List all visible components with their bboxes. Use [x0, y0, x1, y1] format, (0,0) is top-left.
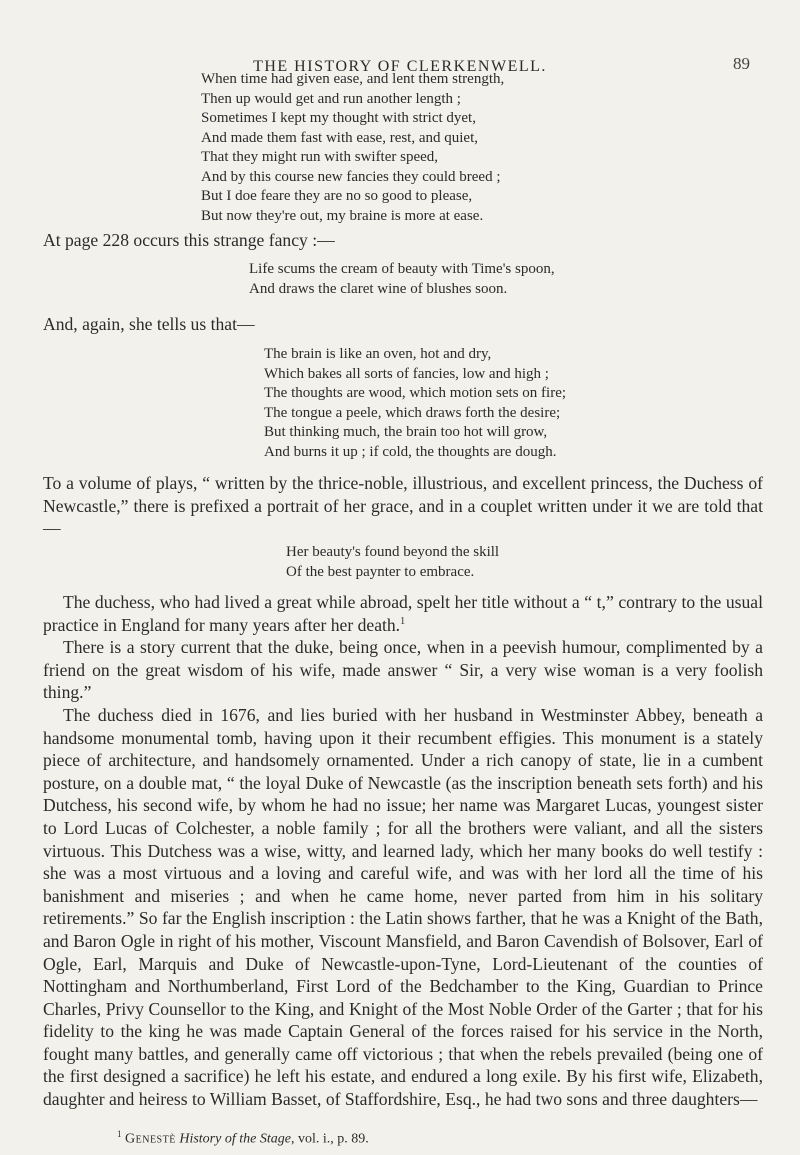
- footnote-author: Genestè: [125, 1131, 176, 1147]
- verse-line: And burns it up ; if cold, the thoughts are dough.: [264, 443, 557, 460]
- verse-line: The tongue a peele, which draws forth the desire;: [264, 404, 561, 421]
- verse-line: That they might run with swifter speed,: [201, 149, 439, 165]
- footnote: [117, 1129, 369, 1148]
- page-number: 89: [733, 54, 750, 73]
- paragraph-title-spelling: The duchess, who had lived a great while abroad, spelt her title without a “ t,” contrary to the usual practice in England for many years after her death.$^1$: [43, 592, 763, 635]
- footnote-marker: 1: [400, 615, 406, 627]
- verse-line: But now they're out, my braine is more at ease.: [201, 207, 484, 224]
- footnote-title: History of the Stage: [179, 1131, 291, 1147]
- verse-line: And draws the claret wine of blushes soon.: [249, 280, 508, 297]
- verse-block-2: [249, 260, 555, 299]
- verse-line: But I doe feare they are no so good to please,: [201, 188, 473, 204]
- paragraph-burial: The duchess died in 1676, and lies buried with her husband in Westminster Abbey, beneath a handsome monumental tomb, having upon it their recumbent effigies. This monument is a stately piece of architecture, and handsomely ornamented. Under a rich canopy of state, lie in a cumbent posture, on a double mat, “ the loyal Duke of Newcastle (as the inscription beneath sets forth) and his Dutchess, his second wife, by whom he had no issue; her name was Margaret Lucas, youngest sister to Lord Lucas of Colchester, a noble family ; for all the brothers were valiant, and all the sisters virtuous. This Dutchess was a wise, witty, and learned lady, which her many books do well testify : she was a most virtuous and a loving and careful wife, and was with her lord all the time of his banishment and miseries ; and when he came home, never parted from him in his solitary retirements.” So far the English inscription : the Latin shows farther, that he was a Knight of the Bath, and Baron Ogle in right of his mother, Viscount Mansfield, and Baron Cavendish of Bolsover, Earl of Ogle, Earl, Marquis and Duke of Newcastle-upon-Tyne, Lord-Lieutenant of the counties of Nottingham and Northumberland, First Lord of the Bedchamber to the King, Guardian to Prince Charles, Privy Counsellor to the King, and Knight of the Most Noble Order of the Garter ; that for his fidelity to the king he was made Captain General of the forces raised for his service in the North, fought many battles, and generally came off victorious ; that when the rebels prevailed (being one of the first designed a sacrifice) he left his estate, and endured a long exile. By his first wife, Elizabeth, daughter and heiress to William Basset, of Staffordshire, Esq., he had two sons and three daughters—: [43, 704, 763, 1110]
- footnote-citation: , vol. i., p. 89.: [290, 1131, 369, 1147]
- verse-line: When time had given ease, and lent them strength,: [201, 71, 505, 87]
- verse-line: Her beauty's found beyond the skill: [286, 544, 500, 560]
- running-title: THE HISTORY OF CLERKENWELL.: [253, 58, 547, 75]
- footnote-number: 1: [117, 1129, 122, 1139]
- verse-line: Life scums the cream of beauty with Time's spoon,: [249, 261, 555, 277]
- verse-line: But thinking much, the brain too hot will grow,: [264, 424, 548, 440]
- verse-line: The brain is like an oven, hot and dry,: [264, 346, 492, 362]
- main-prose: [43, 591, 763, 1111]
- paragraph-page-228: At page 228 occurs this strange fancy :—: [43, 230, 335, 250]
- verse-line: And by this course new fancies they could breed ;: [201, 168, 501, 185]
- verse-line: Then up would get and run another length ;: [201, 90, 461, 107]
- verse-line: Of the best paynter to embrace.: [286, 563, 475, 580]
- verse-line: The thoughts are wood, which motion sets on fire;: [264, 385, 567, 401]
- paragraph-again: And, again, she tells us that—: [43, 314, 255, 334]
- verse-block-4: [286, 543, 499, 582]
- verse-line: And made them fast with ease, rest, and quiet,: [201, 129, 479, 146]
- verse-block-3: [264, 345, 566, 462]
- verse-block-1: [201, 70, 504, 226]
- paragraph-story: There is a story current that the duke, being once, when in a peevish humour, complimented by a friend on the great wisdom of his wife, made answer “ Sir, a very wise woman is a very foolish thing.”: [43, 637, 763, 703]
- paragraph-volume-of-plays: To a volume of plays, “ written by the thrice-noble, illustrious, and excellent princess, the Duchess of Newcastle,” there is prefixed a portrait of her grace, and in a couplet written under it we are told that—: [43, 473, 763, 539]
- verse-line: Sometimes I kept my thought with strict dyet,: [201, 110, 476, 126]
- verse-line: Which bakes all sorts of fancies, low and high ;: [264, 365, 549, 382]
